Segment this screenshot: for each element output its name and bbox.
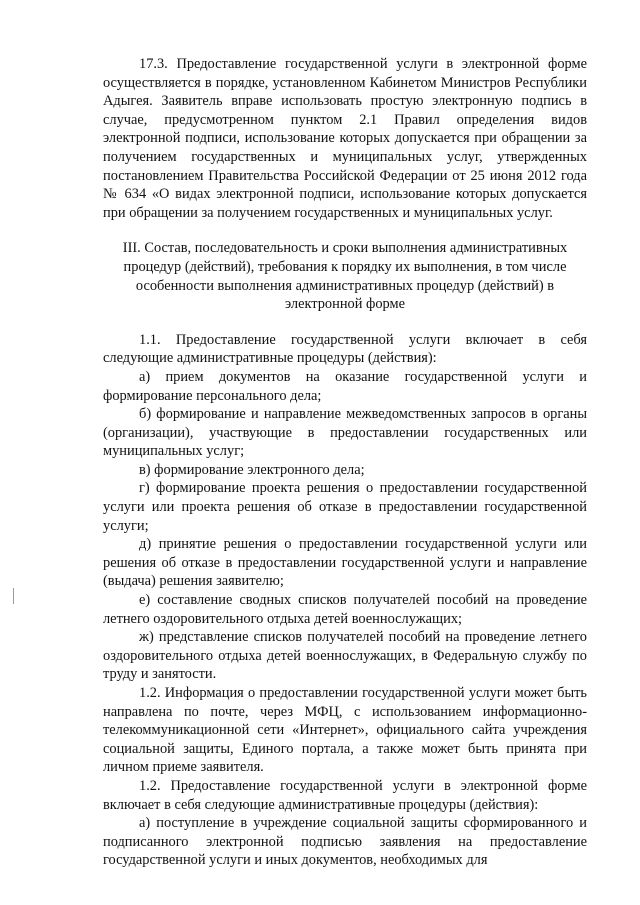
- paragraph-1-2-electronic: 1.2. Предоставление государственной услуги в электронной форме включает в себя следующие административные процедуры (действия):: [103, 777, 587, 813]
- list-item-d: д) принятие решения о предоставлении государственной услуги или решения об отказе в предоставлении государственной услуги и направление (выдача) решения заявителю;: [103, 536, 587, 590]
- paragraph-17-3: 17.3. Предоставление государственной услуги в электронной форме осуществляется в порядке, установленном Кабинетом Министров Республики Адыгея. Заявитель вправе использовать простую электронную подпись в случае, предусмотренном пунктом 2.1 Правил определения видов электронной подписи, использование которых допускается при обращении за получением государственных и муниципальных услуг, утвержденных постановлением Правительства Российской Федерации от 25 июня 2012 года № 634 «О видах электронной подписи, использование которых допускается при обращении за получением государственных и муниципальных услуг.: [103, 56, 587, 221]
- section-heading-line-2: процедур (действий), требования к порядку их выполнения, в том числе: [123, 258, 567, 275]
- section-heading-line-3: особенности выполнения административных процедур (действий) в: [135, 277, 555, 294]
- paragraph-1-1: 1.1. Предоставление государственной услуги включает в себя следующие административные процедуры (действия):: [103, 331, 587, 367]
- section-heading-line-4: электронной форме: [284, 296, 406, 313]
- list-item-e: е) составление сводных списков получателей пособий на проведение летнего оздоровительного отдыха детей военнослужащих;: [103, 592, 587, 627]
- section-heading-line-1: III. Состав, последовательность и сроки выполнения административных: [122, 240, 568, 257]
- list-item-g: г) формирование проекта решения о предоставлении государственной услуги или проекта решения об отказе в предоставлении государственной услуги;: [103, 480, 587, 534]
- list-item-a: а) прием документов на оказание государственной услуги и формирование персонального дела;: [103, 368, 587, 404]
- paragraph-1-2-info: 1.2. Информация о предоставлении государственной услуги может быть направлена по почте, через МФЦ, с использованием информационно-телекоммуникационной сети «Интернет», официального сайта учреждения социальной защиты, Единого портала, а также может быть принята при личном приеме заявителя.: [103, 685, 587, 776]
- list-item-v: в) формирование электронного дела;: [139, 461, 365, 478]
- margin-mark: [13, 588, 14, 604]
- list-item-a-electronic: а) поступление в учреждение социальной защиты сформированного и подписанного электронной подписью заявления на предоставление государственной услуги и иных документов, необходимых для: [103, 815, 587, 869]
- section-heading: [113, 239, 577, 313]
- list-item-b: б) формирование и направление межведомственных запросов в органы (организации), участвующие в предоставлении государственных или муниципальных услуг;: [103, 406, 587, 460]
- list-item-zh: ж) представление списков получателей пособий на проведение летнего оздоровительного отдыха детей военнослужащих, в Федеральную службу по труду и занятости.: [103, 629, 587, 683]
- document-body: [103, 55, 587, 870]
